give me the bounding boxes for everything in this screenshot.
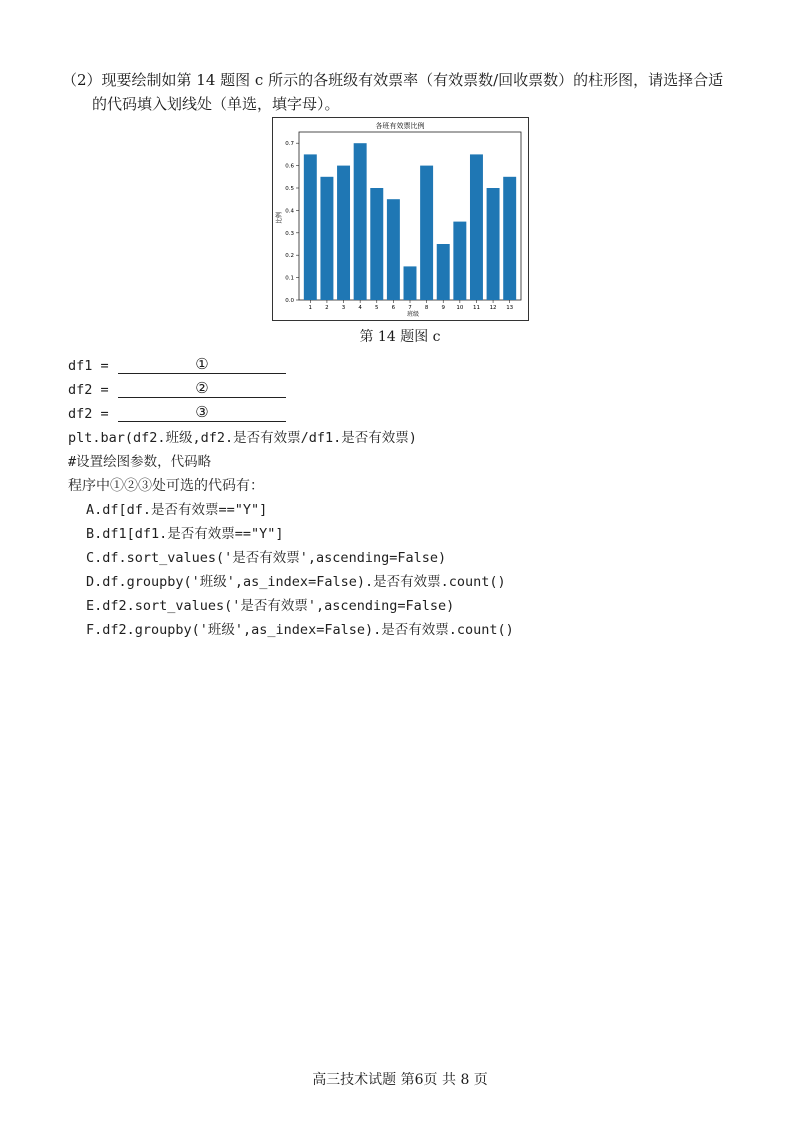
y-tick-label: 0.0 xyxy=(285,298,294,304)
bar-class-7 xyxy=(404,266,417,300)
option-d: D.df.groupby('班级',as_index=False).是否有效票.count() xyxy=(86,574,506,590)
bar-class-8 xyxy=(420,166,433,300)
x-tick-label: 1 xyxy=(308,305,313,311)
code-line-comment: #设置绘图参数，代码略 xyxy=(68,454,212,470)
bar-class-5 xyxy=(370,188,383,300)
y-tick-label: 0.7 xyxy=(285,141,294,148)
bar-class-2 xyxy=(320,177,333,300)
option-f: F.df2.groupby('班级',as_index=False).是否有效票.count() xyxy=(86,622,514,638)
bar-class-6 xyxy=(387,199,400,300)
options-intro: 程序中①②③处可选的代码有： xyxy=(68,478,264,494)
x-axis-label: 班级 xyxy=(406,311,420,318)
x-tick-label: 12 xyxy=(489,305,497,311)
y-tick-label: 0.3 xyxy=(285,230,294,237)
question-line-2: 的代码填入划线处（单选，填字母）。 xyxy=(92,95,340,113)
x-tick-label: 5 xyxy=(375,305,379,311)
question-line-1: （2）现要绘制如第 14 题图 c 所示的各班级有效票率（有效票数/回收票数）的柱形图，请选择合适 xyxy=(62,71,724,89)
x-tick-label: 13 xyxy=(506,305,514,311)
code-line-1-prefix: df1 = xyxy=(68,358,109,374)
blank-2-mark: ② xyxy=(195,379,209,397)
option-e: E.df2.sort_values('是否有效票',ascending=False) xyxy=(86,598,455,614)
blank-3-mark: ③ xyxy=(195,403,209,421)
y-tick-label: 0.4 xyxy=(285,208,294,215)
blank-2-underline[interactable] xyxy=(118,397,286,398)
y-tick-label: 0.2 xyxy=(285,253,294,260)
bar-class-1 xyxy=(304,154,317,300)
x-tick-label: 6 xyxy=(391,305,396,311)
option-b: B.df1[df1.是否有效票=="Y"] xyxy=(86,526,284,542)
y-axis-label: 比例 xyxy=(276,211,283,225)
plot-area xyxy=(285,132,521,311)
bar-class-11 xyxy=(470,154,483,300)
bar-class-12 xyxy=(487,188,500,300)
y-tick-label: 0.5 xyxy=(285,186,294,192)
x-tick-label: 9 xyxy=(441,305,445,311)
blank-3-underline[interactable] xyxy=(118,421,286,422)
x-tick-label: 2 xyxy=(325,305,329,311)
figure-caption: 第 14 题图 c xyxy=(359,329,441,345)
page-footer: 高三技术试题 第6页 共 8 页 xyxy=(312,1072,488,1088)
bar-chart-figure xyxy=(272,117,529,321)
bar-class-13 xyxy=(503,177,516,300)
bar-chart xyxy=(273,118,528,320)
code-line-2-prefix: df2 = xyxy=(68,382,109,398)
x-tick-label: 7 xyxy=(408,305,412,311)
x-tick-label: 10 xyxy=(456,305,464,311)
x-tick-label: 8 xyxy=(424,305,429,311)
y-tick-label: 0.1 xyxy=(285,275,294,282)
bar-class-10 xyxy=(453,222,466,300)
code-line-3-prefix: df2 = xyxy=(68,406,109,422)
x-tick-label: 11 xyxy=(472,305,480,311)
option-c: C.df.sort_values('是否有效票',ascending=False) xyxy=(86,550,447,566)
bar-class-3 xyxy=(337,166,350,300)
x-tick-label: 4 xyxy=(358,305,362,311)
option-a: A.df[df.是否有效票=="Y"] xyxy=(86,502,268,518)
code-line-plot: plt.bar(df2.班级,df2.是否有效票/df1.是否有效票) xyxy=(68,430,417,446)
y-tick-label: 0.6 xyxy=(285,163,294,170)
blank-1-mark: ① xyxy=(195,355,209,373)
chart-title: 各班有效票比例 xyxy=(375,122,425,130)
bar-class-9 xyxy=(437,244,450,300)
x-tick-label: 3 xyxy=(341,305,346,311)
blank-1-underline[interactable] xyxy=(118,373,286,374)
bar-class-4 xyxy=(354,143,367,300)
